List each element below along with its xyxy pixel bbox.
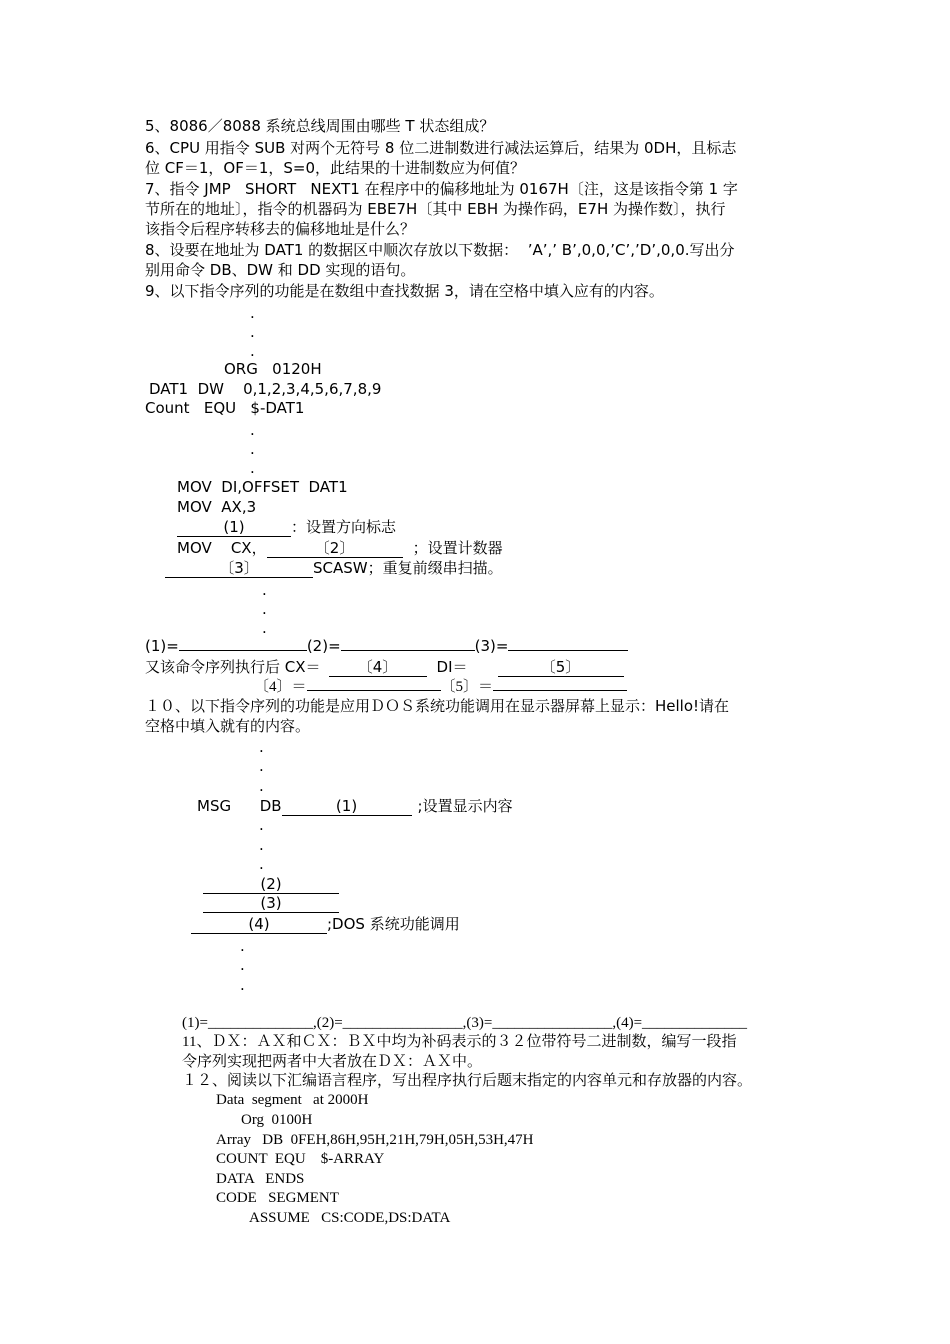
question-11-line-2: 令序列实现把两者中大者放在ＤＸ：ＡＸ中。 <box>182 1054 483 1070</box>
question-8-line-2: 别用命令 DB、DW 和 DD 实现的语句。 <box>145 261 416 279</box>
q10-blank-4-line <box>191 914 460 934</box>
code-count: Count EQU $-DAT1 <box>145 399 305 417</box>
code-msg: MSG DB <box>197 797 282 815</box>
ellipsis-dot: . <box>259 777 264 795</box>
ellipsis-dot: . <box>259 816 264 834</box>
code-line: Array DB 0FEH,86H,95H,21H,79H,05H,53H,47H <box>216 1132 534 1148</box>
question-5: 5、8086／8088 系统总线周围由哪些 T 状态组成？ <box>145 117 495 135</box>
answer-3-blank[interactable] <box>508 650 628 651</box>
ellipsis-dot: . <box>240 956 245 974</box>
answer-5-label: 〔5〕＝ <box>440 679 494 695</box>
ellipsis-dot: . <box>250 323 255 341</box>
code-line: ASSUME CS:CODE,DS:DATA <box>249 1210 451 1226</box>
code-mov-cx: MOV CX， <box>177 539 267 557</box>
code-org: ORG 0120H <box>224 360 322 378</box>
comment-dos-call: ;DOS 系统功能调用 <box>327 915 460 933</box>
di-label: DI＝ <box>436 658 468 676</box>
ellipsis-dot: . <box>259 757 264 775</box>
question-11-line-1: 11、ＤＸ：ＡＸ和ＣＸ：ＢＸ中均为补码表示的３２位带符号二进制数，编写一段指 <box>182 1034 737 1050</box>
code-blank-1-line <box>177 517 396 537</box>
q10-blank-2-line <box>203 874 339 894</box>
q10-blank-1[interactable]: (1) <box>282 797 412 816</box>
code-line: CODE SEGMENT <box>216 1190 339 1206</box>
ellipsis-dot: . <box>250 342 255 360</box>
q9-cx-di-line <box>145 657 624 677</box>
ellipsis-dot: . <box>259 836 264 854</box>
ellipsis-dot: . <box>240 937 245 955</box>
question-6-line-2: 位 CF＝1，OF＝1，S=0，此结果的十进制数应为何值？ <box>145 159 526 177</box>
q10-blank-4[interactable]: (4) <box>191 915 327 934</box>
code-dat1: DAT1 DW 0,1,2,3,4,5,6,7,8,9 <box>149 380 382 398</box>
blank-5[interactable]: 〔5〕 <box>498 658 624 677</box>
question-7-line-1: 7、指令 JMP SHORT NEXT1 在程序中的偏移地址为 0167H〔注，这是该指令第 1 字 <box>145 180 738 198</box>
ellipsis-dot: . <box>262 619 267 637</box>
code-mov-cx-line <box>177 538 503 558</box>
code-line: Data segment at 2000H <box>216 1092 369 1108</box>
answer-3-label: (3)= <box>474 637 509 655</box>
ellipsis-dot: . <box>250 459 255 477</box>
ellipsis-dot: . <box>259 855 264 873</box>
ellipsis-dot: . <box>262 581 267 599</box>
ellipsis-dot: . <box>250 304 255 322</box>
comment-counter: ；设置计数器 <box>412 539 503 557</box>
answer-5-blank[interactable] <box>493 690 627 691</box>
blank-3[interactable]: 〔3〕 <box>165 559 313 578</box>
q10-blank-3-line <box>203 893 339 913</box>
question-7-line-3: 该指令后程序转移去的偏移地址是什么？ <box>145 220 416 238</box>
question-12-intro: １２、阅读以下汇编语言程序，写出程序执行后题末指定的内容单元和存放器的内容。 <box>182 1073 753 1089</box>
question-9-intro: 9、以下指令序列的功能是在数组中查找数据 3，请在空格中填入应有的内容。 <box>145 282 664 300</box>
blank-2[interactable]: 〔2〕 <box>267 539 403 558</box>
code-msg-line <box>197 796 513 816</box>
blank-1[interactable]: (1) <box>177 518 291 537</box>
ellipsis-dot: . <box>240 976 245 994</box>
code-line: COUNT EQU $-ARRAY <box>216 1151 385 1167</box>
code-scasw: SCASW；重复前缀串扫描。 <box>313 559 503 577</box>
question-8-line-1: 8、设要在地址为 DAT1 的数据区中顺次存放以下数据： ’A’,’ B’,0,0,’C’,’D’,0,0.写出分 <box>145 241 735 259</box>
question-10-line-2: 空格中填入就有的内容。 <box>145 717 311 735</box>
comment-direction-flag: ：设置方向标志 <box>291 518 397 536</box>
blank-4[interactable]: 〔4〕 <box>329 658 427 677</box>
cx-label: 又该命令序列执行后 CX＝ <box>145 658 321 676</box>
ellipsis-dot: . <box>250 421 255 439</box>
answer-4-label: 〔4〕＝ <box>254 679 307 695</box>
question-10-line-1: １０、以下指令序列的功能是应用ＤＯＳ系统功能调用在显示器屏幕上显示：Hello!请在 <box>145 697 730 715</box>
answer-1-label: (1)= <box>145 637 179 655</box>
code-mov-di: MOV DI,OFFSET DAT1 <box>177 478 348 496</box>
ellipsis-dot: . <box>250 440 255 458</box>
q10-answers: (1)=______________,(2)=________________,(3)=________________,(4)=______________ <box>182 1015 748 1031</box>
code-line: DATA ENDS <box>216 1171 305 1187</box>
ellipsis-dot: . <box>262 600 267 618</box>
answer-4-blank[interactable] <box>307 690 441 691</box>
q10-blank-2[interactable]: (2) <box>203 875 339 894</box>
answer-1-blank[interactable] <box>179 650 307 651</box>
q9-answers-45 <box>254 677 627 697</box>
ellipsis-dot: . <box>259 738 264 756</box>
code-blank-3-line <box>165 558 503 578</box>
answer-2-label: (2)= <box>306 637 341 655</box>
question-6-line-1: 6、CPU 用指令 SUB 对两个无符号 8 位二进制数进行减法运算后，结果为 0DH，且标志 <box>145 139 737 157</box>
code-line: Org 0100H <box>241 1112 313 1128</box>
q10-blank-3[interactable]: (3) <box>203 894 339 913</box>
question-7-line-2: 节所在的地址〕，指令的机器码为 EBE7H〔其中 EBH 为操作码，E7H 为操作数〕，执行 <box>145 200 726 218</box>
code-mov-ax: MOV AX,3 <box>177 498 257 516</box>
q9-answers-123 <box>145 636 628 656</box>
answer-2-blank[interactable] <box>341 650 475 651</box>
comment-display-content: ;设置显示内容 <box>417 797 513 815</box>
